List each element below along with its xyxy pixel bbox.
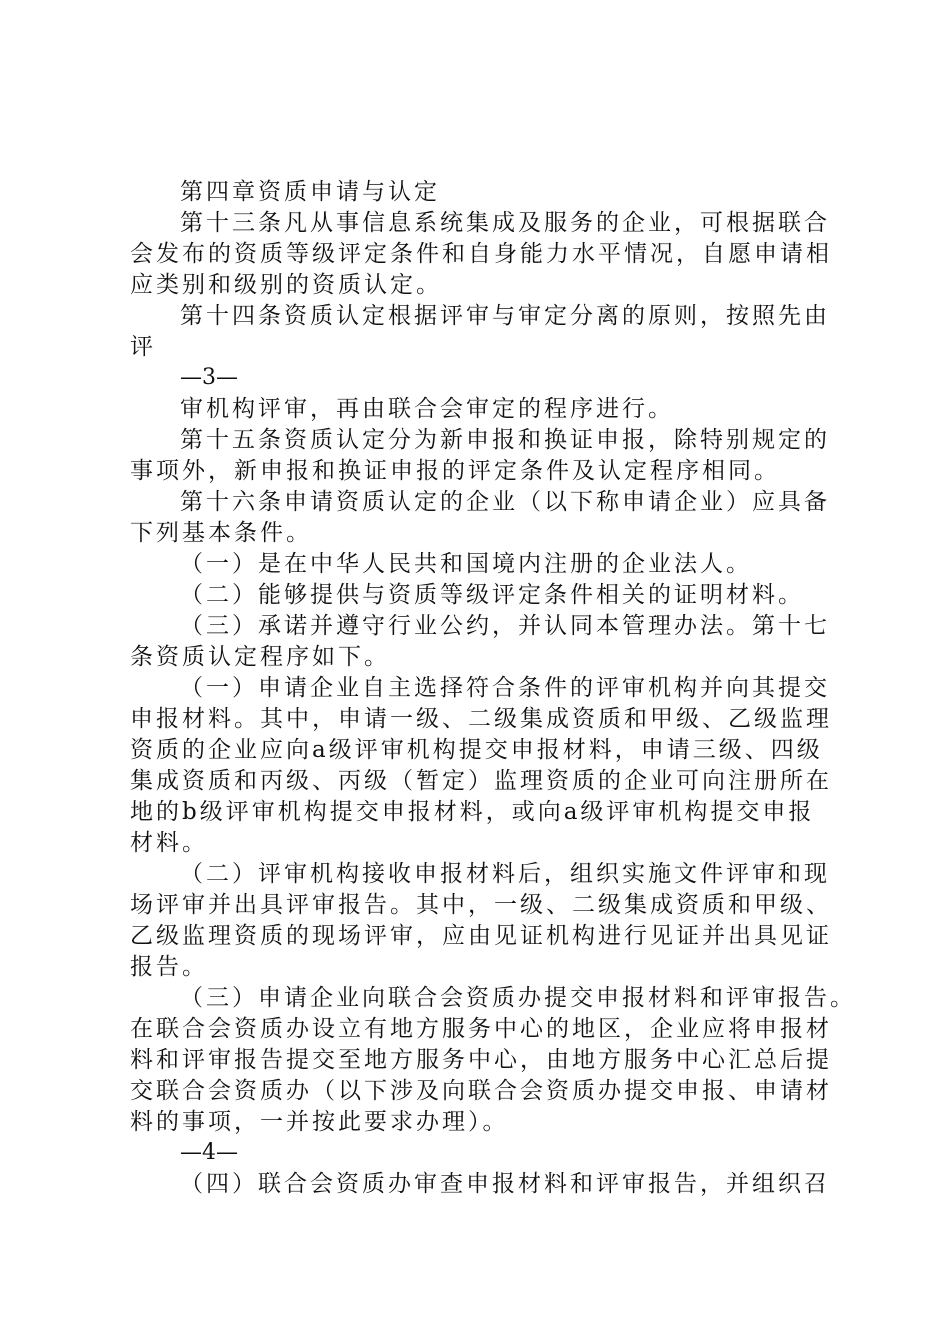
text-line: 第十四条资质认定根据评审与审定分离的原则，按照先由 [180,303,830,329]
text-line: 第十三条凡从事信息系统集成及服务的企业，可根据联合 [180,210,830,236]
text-line: 第十五条资质认定分为新申报和换证申报，除特别规定的 [180,427,830,453]
text-line: （三）承诺并遵守行业公约，并认同本管理办法。第十七 [180,613,830,639]
text-line: 报告。 [130,954,208,980]
text-line: 集成资质和丙级、丙级（暂定）监理资质的企业可向注册所在 [130,768,832,794]
text-line: （一）是在中华人民共和国境内注册的企业法人。 [180,551,752,577]
page-number: —4— [180,1140,238,1165]
text-line: （四）联合会资质办审查申报材料和评审报告，并组织召 [180,1171,830,1197]
text-line: 交联合会资质办（以下涉及向联合会资质办提交申报、申请材 [130,1078,832,1104]
text-line: 应类别和级别的资质认定。 [130,272,442,298]
text-line: 下列基本条件。 [130,520,312,546]
text-line: （二）能够提供与资质等级评定条件相关的证明材料。 [180,582,804,608]
text-line: 申报材料。其中，申请一级、二级集成资质和甲级、乙级监理 [130,706,832,732]
text-line: 事项外，新申报和换证申报的评定条件及认定程序相同。 [130,458,780,484]
text-line: （二）评审机构接收申报材料后，组织实施文件评审和现 [180,861,830,887]
text-line: （一）申请企业自主选择符合条件的评审机构并向其提交 [180,675,830,701]
text-line: 场评审并出具评审报告。其中，一级、二级集成资质和甲级、 [130,892,832,918]
text-line: 会发布的资质等级评定条件和自身能力水平情况，自愿申请相 [130,241,832,267]
text-line: 评 [130,334,156,360]
text-line: 第十六条申请资质认定的企业（以下称申请企业）应具备 [180,489,830,515]
text-line: 材料。 [130,830,208,856]
text-line: 料和评审报告提交至地方服务中心，由地方服务中心汇总后提 [130,1047,832,1073]
page-number: —3— [180,365,238,390]
text-line: 条资质认定程序如下。 [130,644,390,670]
text-line: （三）申请企业向联合会资质办提交申报材料和评审报告。 [180,985,856,1011]
text-line: 资质的企业应向a级评审机构提交申报材料，申请三级、四级 [130,737,823,763]
text-line: 审机构评审，再由联合会审定的程序进行。 [180,396,674,422]
text-line: 乙级监理资质的现场评审，应由见证机构进行见证并出具见证 [130,923,832,949]
text-line: 在联合会资质办设立有地方服务中心的地区，企业应将申报材 [130,1016,832,1042]
chapter-heading: 第四章资质申请与认定 [180,179,440,205]
text-line: 料的事项，一并按此要求办理）。 [130,1109,509,1135]
text-line: 地的b级评审机构提交申报材料，或向a级评审机构提交申报 [130,799,815,825]
